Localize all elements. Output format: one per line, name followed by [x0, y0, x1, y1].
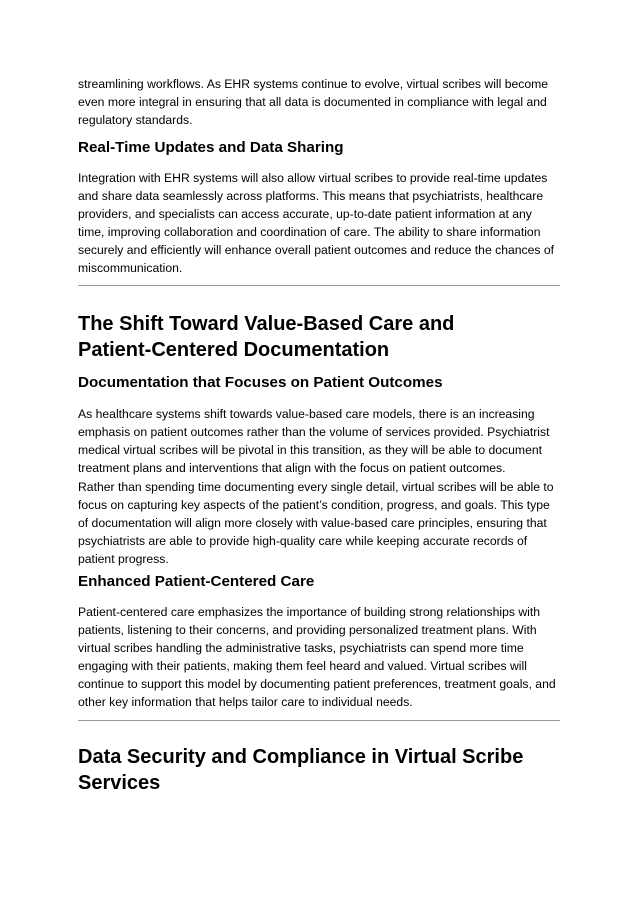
outcomes-paragraph-1: As healthcare systems shift towards value-based care models, there is an increasing emphasis on patient outcomes rather than the volume of services provided. Psychiatrist medical virtual scribes will be pivotal in this transition, as they will be able to document treatment plans and interventions that align with the focus on patient outcomes.	[78, 407, 550, 475]
outcomes-paragraph-2: Rather than spending time documenting every single detail, virtual scribes will be able to focus on capturing key aspects of the patient’s condition, progress, and goals. This type of documentation will align more closely with value-based care principles, ensuring that psychiatrists are able to provide high-quality care while keeping accurate records of patient progress.	[78, 480, 554, 566]
heading-line: The Shift Toward Value-Based Care and	[78, 313, 455, 335]
section-divider	[78, 720, 560, 721]
heading-data-security	[78, 744, 560, 796]
heading-line: Services	[78, 772, 161, 794]
heading-line: Patient-Centered Documentation	[78, 339, 390, 361]
real-time-paragraph: Integration with EHR systems will also allow virtual scribes to provide real-time updates and share data seamlessly across platforms. This means that psychiatrists, healthcare providers, and specialists can access accurate, up-to-date patient information at any time, improving collaboration and coordination of care. The ability to share information securely and efficiently will enhance overall patient outcomes and reduce the chances of miscommunication.	[78, 171, 555, 275]
heading-enhanced-care: Enhanced Patient-Centered Care	[78, 573, 315, 590]
enhanced-care-paragraph: Patient-centered care emphasizes the importance of building strong relationships with patients, listening to their concerns, and providing personalized treatment plans. With virtual scribes handling the administrative tasks, psychiatrists can spend more time engaging with their patients, making them feel heard and valued. Virtual scribes will continue to support this model by documenting patient preferences, treatment goals, and other key information that helps tailor care to individual needs.	[78, 605, 556, 709]
intro-paragraph: streamlining workflows. As EHR systems continue to evolve, virtual scribes will become even more integral in ensuring that all data is documented in compliance with legal and regulatory standards.	[78, 77, 549, 127]
heading-shift-value-based-care	[78, 311, 560, 363]
section-divider	[78, 285, 560, 286]
heading-real-time-updates: Real-Time Updates and Data Sharing	[78, 139, 344, 156]
heading-patient-outcomes: Documentation that Focuses on Patient Outcomes	[78, 374, 443, 391]
heading-line: Data Security and Compliance in Virtual Scribe	[78, 746, 524, 768]
